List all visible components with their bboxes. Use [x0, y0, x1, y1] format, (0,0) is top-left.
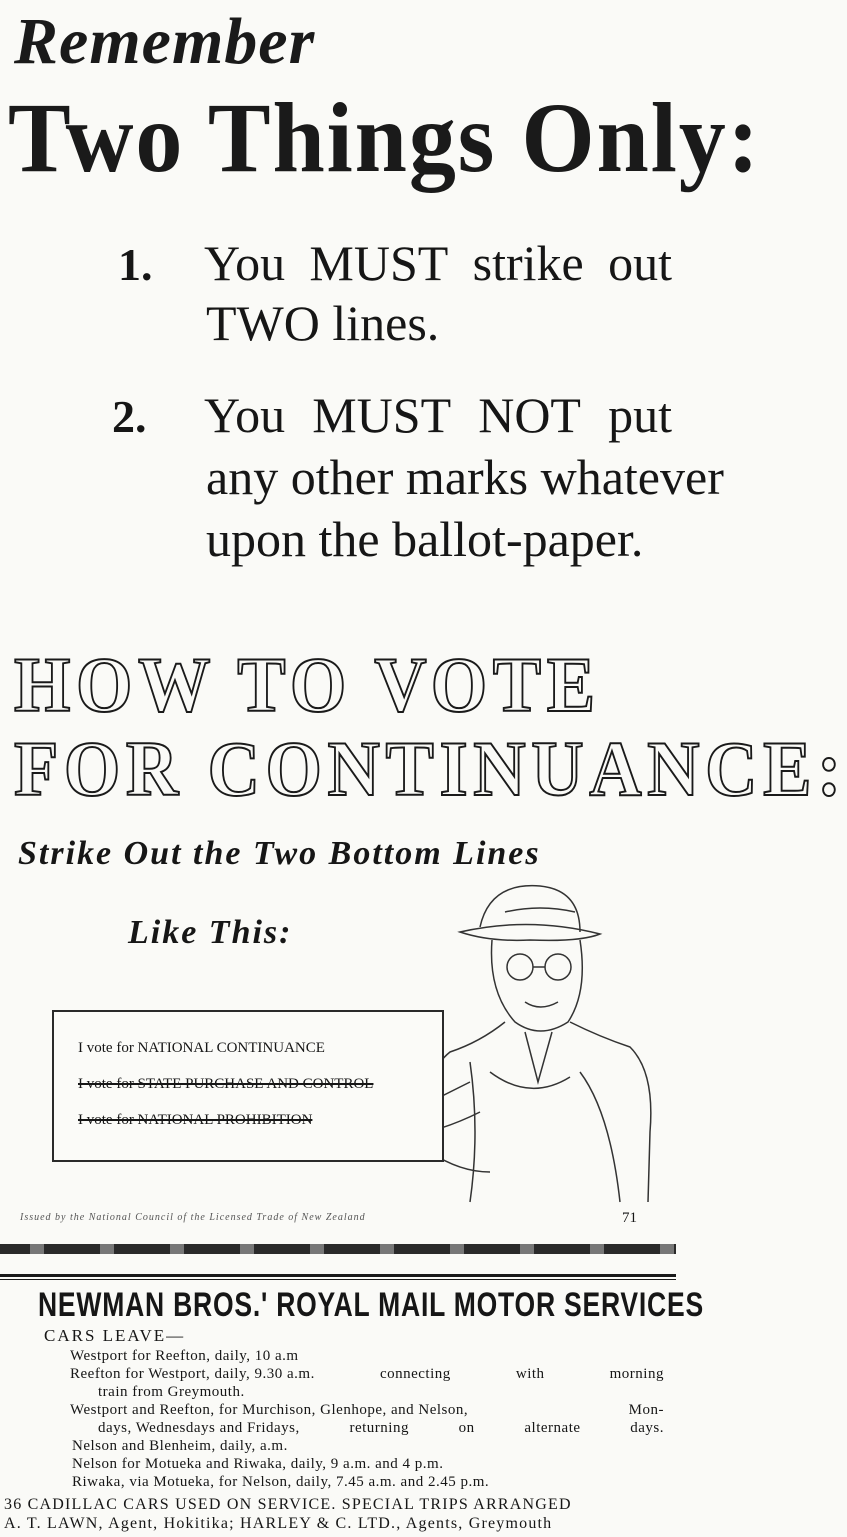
route-word: Westport and Reefton, for Murchison, Glenhope, and Nelson,	[70, 1402, 469, 1418]
rule-2-line-2: any other marks whatever	[206, 449, 724, 505]
route-word: returning	[349, 1420, 409, 1436]
route-line	[72, 1474, 664, 1491]
section-divider-thin	[0, 1279, 676, 1280]
rule-2-line-3: upon the ballot-paper.	[206, 511, 644, 567]
sample-ballot-paper	[52, 1010, 444, 1162]
route-word: days, Wednesdays and Fridays,	[98, 1420, 300, 1436]
bus-ad-footer-2	[4, 1515, 670, 1533]
smudged-border	[0, 1244, 676, 1254]
route-line: Westport for Reefton, daily, 10 a.m	[70, 1348, 299, 1364]
rule-2-word: NOT	[478, 387, 581, 443]
publisher-fine-print: Issued by the National Council of the Licensed Trade of New Zealand	[20, 1212, 366, 1223]
route-line	[98, 1420, 664, 1437]
rule-1-number: 1.	[118, 239, 153, 290]
section-divider	[0, 1274, 676, 1277]
ballot-line-state-purchase: I vote for STATE PURCHASE AND CONTROL	[78, 1076, 374, 1092]
rule-2-word: You	[204, 387, 286, 443]
rule-2-word: put	[608, 387, 672, 443]
rule-1-word: out	[608, 235, 672, 291]
route-word: alternate	[524, 1420, 581, 1436]
route-line	[70, 1402, 664, 1419]
rule-2-number: 2.	[112, 391, 147, 442]
route-word: Reefton for Westport, daily, 9.30 a.m.	[70, 1366, 315, 1382]
how-to-vote-heading: HOW TO VOTE	[14, 641, 601, 728]
route-word: with	[515, 1366, 545, 1382]
route-word: connecting	[379, 1366, 451, 1382]
route-word: on	[458, 1420, 475, 1436]
ballot-line-prohibition: I vote for NATIONAL PROHIBITION	[78, 1112, 313, 1128]
bus-ad-footer-1	[4, 1496, 670, 1514]
rule-1-word: strike	[472, 235, 584, 291]
rule-1-word: MUST	[309, 235, 449, 291]
rule-1-line-2: TWO lines.	[206, 295, 440, 351]
strike-out-instruction: Strike Out the Two Bottom Lines	[18, 835, 541, 872]
cars-leave-label: CARS LEAVE—	[44, 1326, 186, 1345]
route-line: Nelson for Motueka and Riwaka, daily, 9 a.m. and 4 p.m.	[72, 1456, 444, 1472]
ballot-line-continuance: I vote for NATIONAL CONTINUANCE	[78, 1040, 325, 1056]
rule-2-word: MUST	[312, 387, 452, 443]
bus-ad-title: NEWMAN BROS.' ROYAL MAIL MOTOR SERVICES	[38, 1286, 704, 1324]
like-this-label: Like This:	[128, 914, 293, 951]
footer-text: 36 CADILLAC CARS USED ON SERVICE. SPECIAL TRIPS ARRANGED	[4, 1496, 572, 1513]
rule-2-line-1	[204, 388, 672, 442]
for-continuance-heading: FOR CONTINUANCE:	[14, 725, 847, 812]
remember-heading: Remember	[14, 5, 316, 78]
two-things-heading: Two Things Only:	[8, 82, 761, 193]
route-word: Riwaka, via Motueka, for Nelson, daily, 7.45 a.m. and 2.45 p.m.	[72, 1474, 490, 1490]
route-line	[70, 1366, 664, 1383]
ad-number: 71	[622, 1210, 637, 1226]
footer-text: A. T. LAWN, Agent, Hokitika; HARLEY & C. LTD., Agents, Greymouth	[4, 1515, 553, 1532]
route-word: morning	[609, 1366, 664, 1382]
route-word: days.	[630, 1420, 664, 1436]
route-line: train from Greymouth.	[98, 1384, 245, 1400]
route-line: Nelson and Blenheim, daily, a.m.	[72, 1438, 288, 1454]
rule-1-word: You	[204, 235, 286, 291]
rule-1-line-1	[204, 236, 672, 290]
route-word: Mon-	[628, 1402, 664, 1418]
